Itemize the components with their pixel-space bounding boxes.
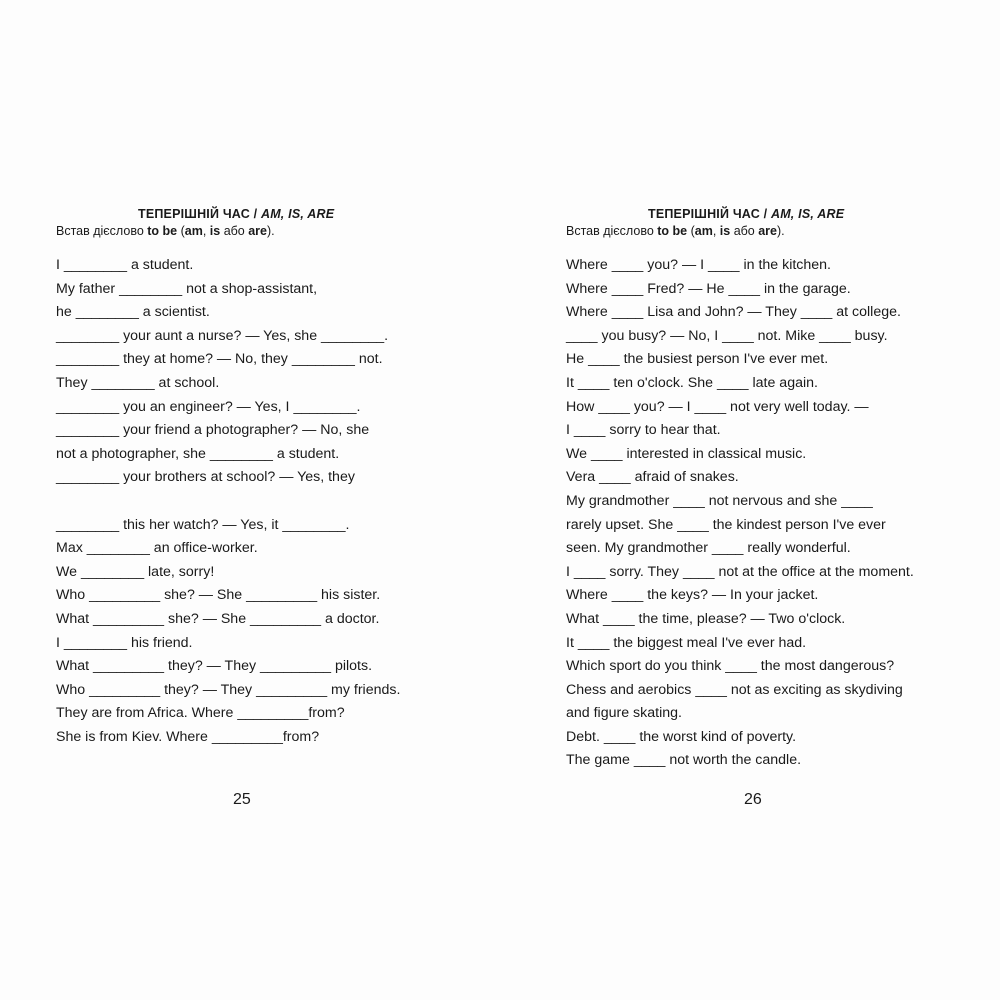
instruction-text: Встав дієслово bbox=[566, 224, 658, 238]
left-page-heading bbox=[56, 206, 456, 222]
exercise-line: I ____ sorry. They ____ not at the office at the moment. bbox=[566, 563, 914, 580]
exercise-line: Debt. ____ the worst kind of poverty. bbox=[566, 728, 797, 745]
exercise-line: ________ your brothers at school? — Yes, they bbox=[56, 469, 355, 486]
right-page bbox=[566, 206, 966, 773]
instruction-bold: to be bbox=[657, 224, 688, 238]
instruction-bold: are bbox=[758, 224, 778, 238]
exercise-line bbox=[56, 490, 456, 514]
exercise-line: Chess and aerobics ____ not as exciting as skydiving bbox=[566, 681, 903, 698]
exercise-line: The game ____ not worth the candle. bbox=[566, 752, 802, 769]
left-page bbox=[56, 206, 456, 749]
exercise-line: seen. My grandmother ____ really wonderful. bbox=[566, 540, 851, 557]
instruction-bold: am bbox=[184, 224, 203, 238]
instruction-text: ). bbox=[267, 224, 275, 238]
exercise-line: I ________ his friend. bbox=[56, 634, 193, 651]
exercise-line: ________ they at home? — No, they ________ not. bbox=[56, 351, 383, 368]
left-page-instruction bbox=[56, 222, 456, 240]
exercise-line: Who _________ she? — She _________ his sister. bbox=[56, 587, 381, 604]
page-number-left: 25 bbox=[233, 791, 251, 808]
heading-italic-text: AM, IS, ARE bbox=[260, 207, 335, 221]
instruction-bold: to be bbox=[147, 224, 178, 238]
exercise-line: he ________ a scientist. bbox=[56, 304, 210, 321]
exercise-line: She is from Kiev. Where _________from? bbox=[56, 728, 320, 745]
exercise-line: rarely upset. She ____ the kindest person I've ever bbox=[566, 516, 886, 533]
exercise-line: My father ________ not a shop-assistant, bbox=[56, 280, 318, 297]
exercise-line: Where ____ you? — I ____ in the kitchen. bbox=[566, 257, 831, 273]
instruction-text: або bbox=[730, 224, 759, 238]
exercise-line: ____ you busy? — No, I ____ not. Mike ____ busy. bbox=[566, 327, 888, 344]
exercise-line: ________ your aunt a nurse? — Yes, she ________. bbox=[56, 327, 389, 344]
exercise-line: Vera ____ afraid of snakes. bbox=[566, 469, 739, 486]
instruction-text: ). bbox=[777, 224, 785, 238]
right-exercise-list bbox=[566, 254, 966, 773]
exercise-line: Where ____ the keys? — In your jacket. bbox=[566, 587, 819, 604]
exercise-line: Where ____ Lisa and John? — They ____ at college. bbox=[566, 304, 901, 321]
exercise-line: not a photographer, she ________ a student. bbox=[56, 445, 340, 462]
exercise-line: My grandmother ____ not nervous and she ____ bbox=[566, 492, 873, 509]
heading-italic-text: AM, IS, ARE bbox=[770, 207, 845, 221]
instruction-bold: are bbox=[248, 224, 268, 238]
instruction-text: Встав дієслово bbox=[56, 224, 148, 238]
left-exercise-list bbox=[56, 254, 456, 749]
exercise-line: ________ this her watch? — Yes, it ________. bbox=[56, 516, 350, 533]
exercise-line: What ____ the time, please? — Two o'clock. bbox=[566, 610, 846, 627]
instruction-text: , bbox=[712, 224, 720, 238]
exercise-line: Who _________ they? — They _________ my friends. bbox=[56, 681, 401, 698]
exercise-line: How ____ you? — I ____ not very well today. — bbox=[566, 398, 869, 415]
exercise-line: They are from Africa. Where _________from? bbox=[56, 705, 345, 722]
instruction-bold: is bbox=[719, 224, 731, 238]
right-page-instruction bbox=[566, 222, 966, 240]
exercise-line: What _________ they? — They _________ pilots. bbox=[56, 658, 373, 675]
instruction-bold: am bbox=[694, 224, 713, 238]
exercise-line: Which sport do you think ____ the most dangerous? bbox=[566, 658, 895, 675]
instruction-text: ( bbox=[177, 224, 185, 238]
exercise-line: They ________ at school. bbox=[56, 374, 220, 391]
exercise-line: Max ________ an office-worker. bbox=[56, 540, 258, 557]
exercise-line: It ____ ten o'clock. She ____ late again. bbox=[566, 374, 818, 391]
exercise-line: I ____ sorry to hear that. bbox=[566, 422, 721, 439]
instruction-text: , bbox=[202, 224, 210, 238]
exercise-line: What _________ she? — She _________ a doctor. bbox=[56, 610, 380, 627]
page-number-right: 26 bbox=[744, 791, 762, 808]
instruction-text: ( bbox=[687, 224, 695, 238]
exercise-line: ________ you an engineer? — Yes, I ________. bbox=[56, 398, 361, 415]
right-page-heading bbox=[566, 206, 966, 222]
instruction-text: або bbox=[220, 224, 249, 238]
heading-text: ТЕПЕРІШНІЙ ЧАС / bbox=[138, 207, 261, 221]
exercise-line: We ________ late, sorry! bbox=[56, 563, 215, 580]
exercise-line: ________ your friend a photographer? — No, she bbox=[56, 422, 370, 439]
exercise-line: and figure skating. bbox=[566, 705, 682, 722]
exercise-line: We ____ interested in classical music. bbox=[566, 445, 807, 462]
exercise-line: It ____ the biggest meal I've ever had. bbox=[566, 634, 807, 651]
heading-text: ТЕПЕРІШНІЙ ЧАС / bbox=[648, 207, 771, 221]
instruction-bold: is bbox=[209, 224, 221, 238]
exercise-line: He ____ the busiest person I've ever met. bbox=[566, 351, 829, 368]
exercise-line: I ________ a student. bbox=[56, 257, 194, 273]
exercise-line: Where ____ Fred? — He ____ in the garage. bbox=[566, 280, 851, 297]
